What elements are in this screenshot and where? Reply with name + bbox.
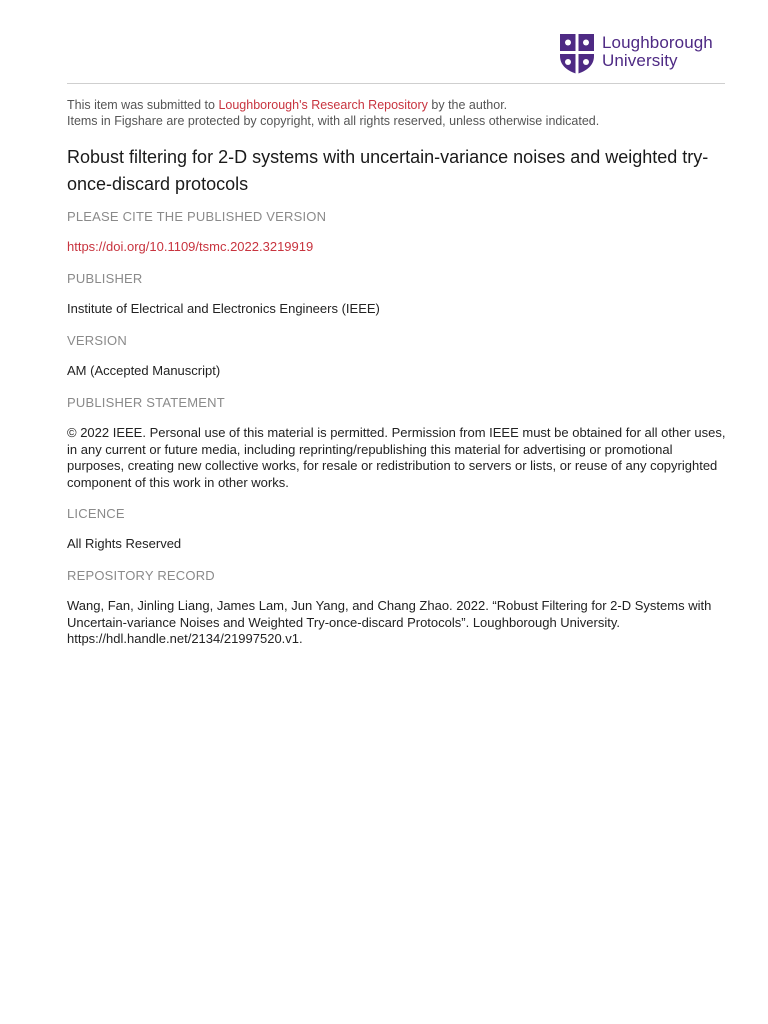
logo-wordmark [602, 34, 713, 70]
publisher-statement-text: © 2022 IEEE. Personal use of this material is permitted. Permission from IEEE must be obtained for all other uses, in any current or future media, including reprinting/republishing this material for advertising or promotional purposes, creating new collective works, for resale or redistribution to servers or lists, or reuse of any copyrighted component of this work in other works. [67, 425, 726, 490]
notice-suffix: by the author. [427, 98, 508, 112]
submission-notice-line-1 [67, 97, 599, 113]
doi-link[interactable]: https://doi.org/10.1109/tsmc.2022.3219919 [67, 239, 314, 254]
repository-link[interactable]: Loughborough's Research Repository [218, 98, 428, 112]
university-crest-icon [560, 34, 594, 74]
version-label: VERSION [67, 333, 127, 348]
logo-line-2: University [602, 51, 678, 70]
publisher-value: Institute of Electrical and Electronics Engineers (IEEE) [67, 301, 380, 316]
publisher-label: PUBLISHER [67, 271, 143, 286]
copyright-notice: Items in Figshare are protected by copyright, with all rights reserved, unless otherwise indicated. [67, 114, 600, 128]
licence-value: All Rights Reserved [67, 536, 182, 551]
notice-prefix: This item was submitted to [67, 98, 219, 112]
item-title: Robust filtering for 2-D systems with uncertain-variance noises and weighted try-once-discard protocols [67, 147, 709, 194]
licence-label: LICENCE [67, 506, 125, 521]
repository-record-citation: Wang, Fan, Jinling Liang, James Lam, Jun Yang, and Chang Zhao. 2022. “Robust Filtering for 2-D Systems with Uncertain-variance Noises and Weighted Try-once-discard Protocols”. Loughborough University. https://hdl.handle.net/2134/21997520.v1. [67, 598, 712, 646]
header-divider [67, 83, 725, 84]
submission-notice [67, 97, 599, 129]
cite-label: PLEASE CITE THE PUBLISHED VERSION [67, 209, 327, 224]
university-logo [560, 34, 713, 74]
version-value: AM (Accepted Manuscript) [67, 363, 221, 378]
publisher-statement-label: PUBLISHER STATEMENT [67, 395, 225, 410]
repository-record-label: REPOSITORY RECORD [67, 568, 215, 583]
logo-line-1: Loughborough [602, 33, 713, 52]
